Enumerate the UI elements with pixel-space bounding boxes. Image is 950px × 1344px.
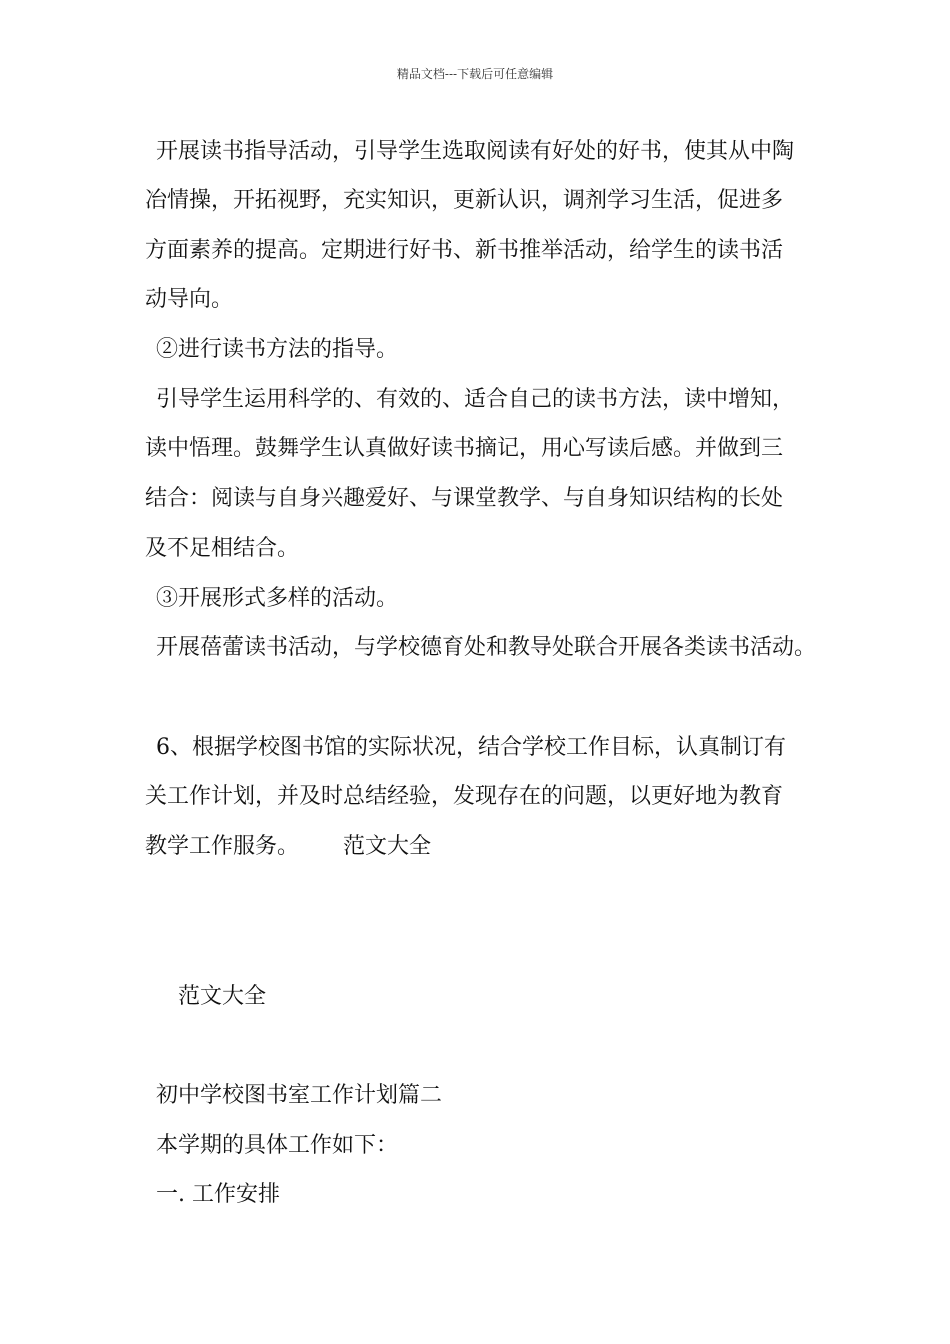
paragraph-line: 方面素养的提高。定期进行好书、新书推举活动，给学生的读书活 — [145, 238, 784, 263]
paragraph-line: 结合：阅读与自身兴趣爱好、与课堂教学、与自身知识结构的长处 — [145, 486, 784, 511]
paragraph-line: 读中悟理。鼓舞学生认真做好读书摘记，用心写读后感。并做到三 — [145, 436, 784, 461]
paragraph-line: 动导向。 — [145, 287, 234, 312]
paragraph-line — [145, 832, 431, 862]
watermark-text: 范文大全 — [343, 834, 432, 859]
paragraph-line: 引导学生运用科学的、有效的、适合自己的读书方法，读中增知， — [156, 387, 795, 412]
paragraph-line: 开展蓓蕾读书活动，与学校德育处和教导处联合开展各类读书活动。 — [156, 635, 817, 660]
paragraph-text: 教学工作服务。 — [145, 834, 300, 859]
section-title: 初中学校图书室工作计划篇二 — [156, 1083, 443, 1108]
paragraph-line: 关工作计划，并及时总结经验，发现存在的问题，以更好地为教育 — [145, 784, 784, 809]
paragraph-line: 6、根据学校图书馆的实际状况，结合学校工作目标，认真制订有 — [156, 735, 786, 760]
paragraph-line: 本学期的具体工作如下： — [156, 1133, 399, 1158]
list-item-heading: ③开展形式多样的活动。 — [156, 586, 399, 611]
paragraph-line: 及不足相结合。 — [145, 536, 300, 561]
paragraph-line: 开展读书指导活动，引导学生选取阅读有好处的好书，使其从中陶 — [156, 139, 795, 164]
section-heading: 一. 工作安排 — [156, 1182, 280, 1207]
page-header: 精品文档---下载后可任意编辑 — [396, 67, 554, 81]
watermark-text: 范文大全 — [178, 984, 267, 1009]
paragraph-line: 冶情操，开拓视野，充实知识，更新认识，调剂学习生活，促进多 — [145, 188, 784, 213]
list-item-heading: ②进行读书方法的指导。 — [156, 337, 399, 362]
